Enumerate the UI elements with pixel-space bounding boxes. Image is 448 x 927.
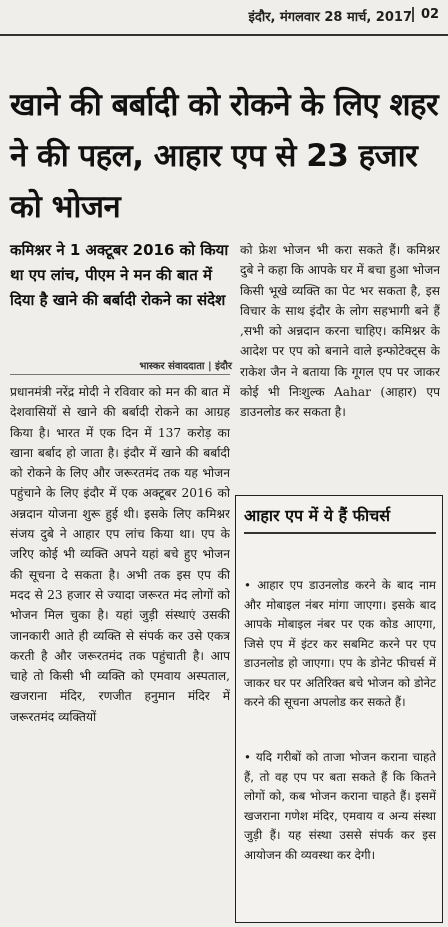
body-column-left: प्रधानमंत्री नरेंद्र मोदी ने रविवार को मन की बात में देशवासियों से खाने की बर्बादी रोकने का आग्रह किया है। भारत में एक दिन में 137 करोड़ का खाना बर्बाद हो जाता है। इंदौर में खाने की बर्बादी को रोकने के लिए और जरूरतमंद तक यह भोजन पहुंचाने के लिए इंदौर में एक अक्टूबर 2016 को अन्नदान योजना शुरू हुई थी। इसके लिए कमिश्नर संजय दुबे ने आहार एप लांच किया था। एप के जरिए कोई भी व्यक्ति अपने यहां बचे हुए भोजन की सूचना दे सकता है। अभी तक इस एप की मदद से 23 हजार से ज्यादा जरूरत मंद लोगों को भोजन मिल चुका है। यहां जुड़ी संस्थाएं उसकी जानकारी आते ही व्यक्ति से संपर्क कर उसे एकत्र करती है और जरूरतमंद तक पहुंचाती है। आप चाहे तो किसी भी व्यक्ति को एमवाय अस्पताल, खजराना मंदिर, रणजीत हनुमान मंदिर में जरूरतमंद व्यक्तियों [10, 385, 230, 724]
byline: भास्कर संवाददाता | इंदौर [139, 361, 232, 372]
byline-divider [10, 374, 230, 375]
headline: खाने की बर्बादी को रोकने के लिए शहर ने की पहल, आहार एप से 23 हजार को भोजन [10, 87, 439, 225]
page-number: 02 [412, 7, 444, 22]
deck-subheadline: कमिश्नर ने 1 अक्टूबर 2016 को किया था एप लांच, पीएम ने मन की बात में दिया है खाने की बर्बादी रोकने का संदेश [10, 241, 229, 309]
page-header [0, 0, 448, 36]
dateline: इंदौर, मंगलवार 28 मार्च, 2017 [248, 10, 412, 25]
feature-item: • आहार एप डाउनलोड करने के बाद नाम और मोबाइल नंबर मांगा जाएगा। इसके बाद आपके मोबाइल नंबर पर एक कोड आएगा, जिसे एप में इंटर कर सबमिट करने पर एप डाउनलोड हो जाएगा। एप के डोनेट फीचर्स में जाकर घर पर अतिरिक्त बचे भोजन को डोनेट करने की सूचना अपलोड कर सकते हैं। [244, 578, 436, 709]
body-column-right: को फ्रेश भोजन भी करा सकते हैं। कमिश्नर दुबे ने कहा कि आपके घर में बचा हुआ भोजन किसी भूखे व्यक्ति का पेट भर सकता है, इस विचार के साथ इंदौर के लोग सहभागी बने हैं ,सभी को अन्नदान करना चाहिए। कमिश्नर के आदेश पर एप को बनाने वाले इन्फोटेक्ट्स के राकेश जैन ने बताया कि गूगल एप पर जाकर कोई भी निःशुल्क Aahar (आहार) एप डाउनलोड कर सकता है। [240, 243, 440, 420]
features-box-title: आहार एप में ये हैं फीचर्स [244, 504, 436, 534]
feature-item: • यदि गरीबों को ताजा भोजन कराना चाहते हैं, तो वह एप पर बता सकते हैं कि कितने लोगों को, कब भोजन कराना चाहते हैं। इसमें खजराना गणेश मंदिर, एमवाय व अन्य संस्था जुड़ी हैं। यह संस्था उससे संपर्क कर इस आयोजन की व्यवस्था कर देगी। [244, 750, 436, 862]
features-box [235, 495, 443, 923]
